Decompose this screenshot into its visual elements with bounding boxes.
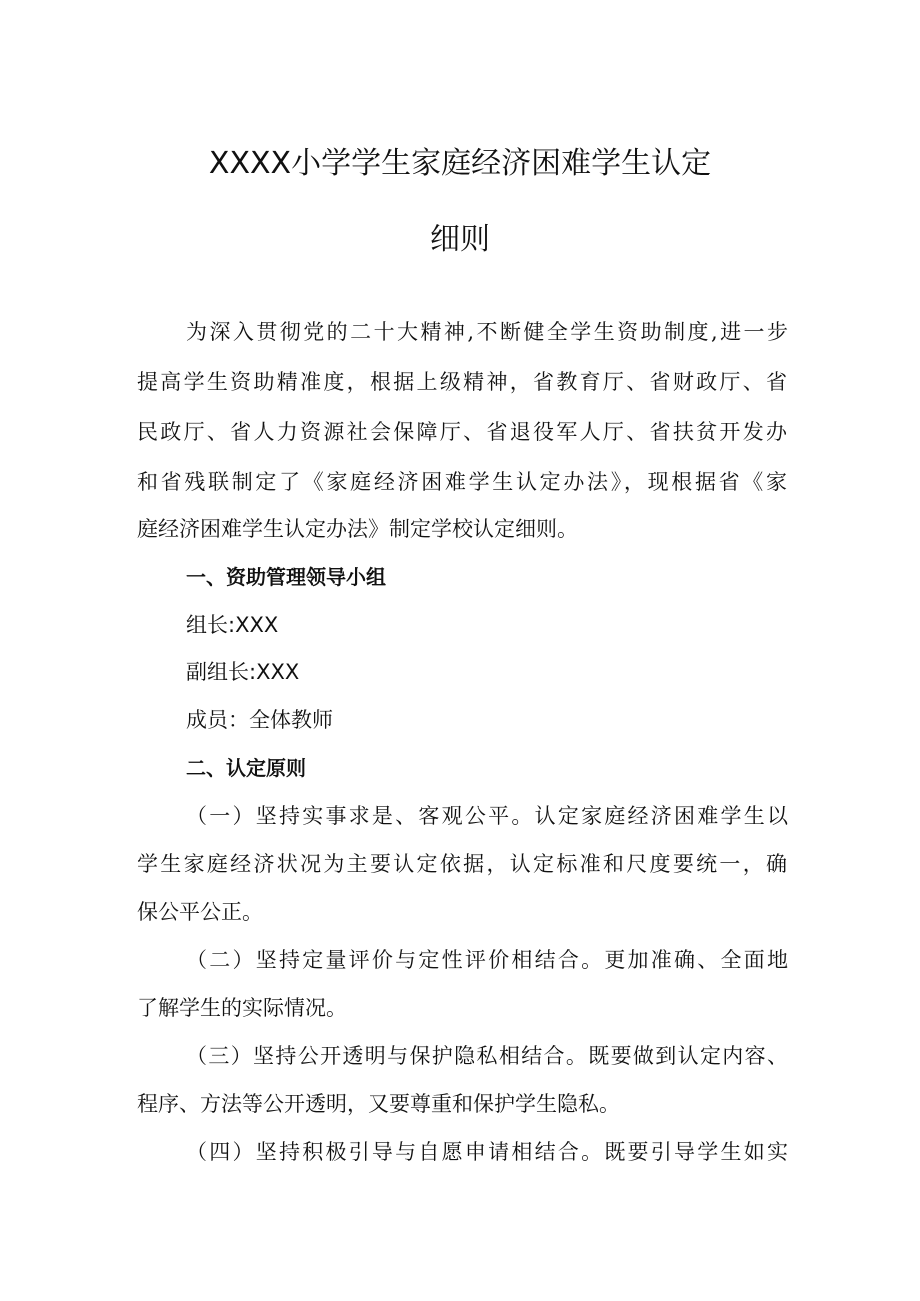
- principle-2-line-2: 了解学生的实际情况。: [137, 996, 347, 1020]
- document-title-line-2: 细则: [430, 222, 490, 257]
- intro-line-2: 提高学生资助精准度，根据上级精神，省教育厅、省财政厅、省: [137, 370, 787, 394]
- leader-line: 组长:XXX: [186, 613, 279, 637]
- principle-1-line-2: 学生家庭经济状况为主要认定依据，认定标准和尺度要统一，确: [137, 852, 787, 876]
- intro-line-4: 和省残联制定了《家庭经济困难学生认定办法》，现根据省《家: [137, 470, 787, 494]
- principle-3-line-2: 程序、方法等公开透明，又要尊重和保护学生隐私。: [137, 1092, 620, 1116]
- intro-line-5: 庭经济困难学生认定办法》制定学校认定细则。: [137, 517, 578, 541]
- principle-1-line-1: （一）坚持实事求是、客观公平。认定家庭经济困难学生以: [186, 804, 788, 828]
- intro-line-1: 为深入贯彻党的二十大精神,不断健全学生资助制度,进一步: [186, 320, 788, 344]
- principle-4-line-1: （四）坚持积极引导与自愿申请相结合。既要引导学生如实: [186, 1140, 788, 1164]
- section-1-heading: 一、资助管理领导小组: [186, 565, 386, 589]
- document-title-line-1: XXXX小学学生家庭经济困难学生认定: [208, 146, 712, 181]
- members-line: 成员：全体教师: [186, 708, 333, 732]
- section-2-heading: 二、认定原则: [186, 756, 306, 780]
- principle-3-line-1: （三）坚持公开透明与保护隐私相结合。既要做到认定内容、: [186, 1044, 788, 1068]
- deputy-leader-line: 副组长:XXX: [186, 660, 300, 684]
- principle-2-line-1: （二）坚持定量评价与定性评价相结合。更加准确、全面地: [186, 948, 788, 972]
- intro-line-3: 民政厅、省人力资源社会保障厅、省退役军人厅、省扶贫开发办: [137, 420, 787, 444]
- principle-1-line-3: 保公平公正。: [137, 900, 263, 924]
